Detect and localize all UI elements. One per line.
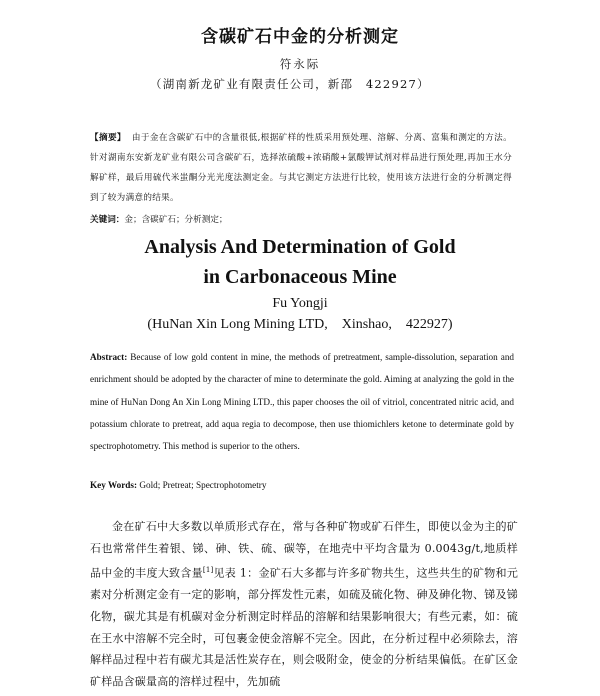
citation-marker: [1] [202,565,214,574]
english-keywords-label: Key Words: [90,480,138,490]
english-title [0,232,600,292]
chinese-abstract-label: 【摘要】 [90,133,126,143]
chinese-keywords-text: 金；含碳矿石；分析测定； [124,215,228,225]
english-keywords-text: Gold; Pretreat; Spectrophotometry [139,480,267,490]
english-affiliation: (HuNan Xin Long Mining LTD, Xinshao, 422927) [147,317,453,332]
chinese-author: 符永际 [279,57,321,71]
english-abstract [90,346,514,457]
english-title-line-2: in Carbonaceous Mine [203,266,397,288]
body-text-part-1: 金在矿石中大多数以单质形式存在，常与各种矿物或矿石伴生，即使以金为主的矿石也常常伴生着银、锑、砷、铁、硫、碳等，在地壳中平均含量为 0.0043g/t,地质样品中金的丰度大致含量 [90,520,518,580]
chinese-title: 含碳矿石中金的分析测定 [201,27,399,47]
chinese-affiliation: （湖南新龙矿业有限责任公司，新邵 422927） [150,77,430,91]
english-keywords [90,480,514,490]
chinese-keywords [90,213,512,225]
chinese-abstract-text: 由于金在含碳矿石中的含量很低,根据矿样的性质采用预处理、溶解、分离、富集和测定的方法。针对湖南东安新龙矿业有限公司含碳矿石，选择浓硫酸+浓硝酸+氯酸钾试剂对样品进行预处理,再加王水分解矿样，最后用硫代米蚩酮分光光度法测定金。与其它测定方法进行比较，使用该方法进行金的分析测定得到了较为满意的结果。 [90,133,513,203]
english-author: Fu Yongji [272,296,328,311]
body-text-part-2: 见表 1：金矿石大多都与许多矿物共生，这些共生的矿物和元素对分析测定金有一定的影响，部分挥发性元素，如硫及硫化物、砷及砷化物、锑及锑化物，碳尤其是有机碳对金分析测定时样品的溶解和结果影响很大；有些元素，如：硫在王水中溶解不完全时，可包裹金使金溶解不完全。因此，在分析过程中必须除去，溶解样品过程中若有碳尤其是活性炭存在，则会吸附金，使金的分析结果偏低。在矿区金矿样品含碳量高的溶样过程中，先加硫 [90,566,519,689]
english-abstract-label: Abstract: [90,352,128,362]
body-paragraph [90,516,518,693]
english-title-line-1: Analysis And Determination of Gold [144,236,456,258]
chinese-keywords-label: 关键词： [90,215,125,225]
chinese-abstract [90,128,512,208]
english-abstract-text: Because of low gold content in mine, the methods of pretreatment, sample-dissolution, separation and enrichment should be adopted by the character of mine to determinate the gold. Aiming at analyzing the gold in the mine of HuNan Dong An Xin Long Mining LTD., this paper chooses the oil of vitriol, concentrated nitric acid, and potassium chlorate to pretreat, add aqua regia to decompose, then use thiomichlers ketone to determinate gold by spectrophotometry. This method is superior to the others. [90,352,515,452]
